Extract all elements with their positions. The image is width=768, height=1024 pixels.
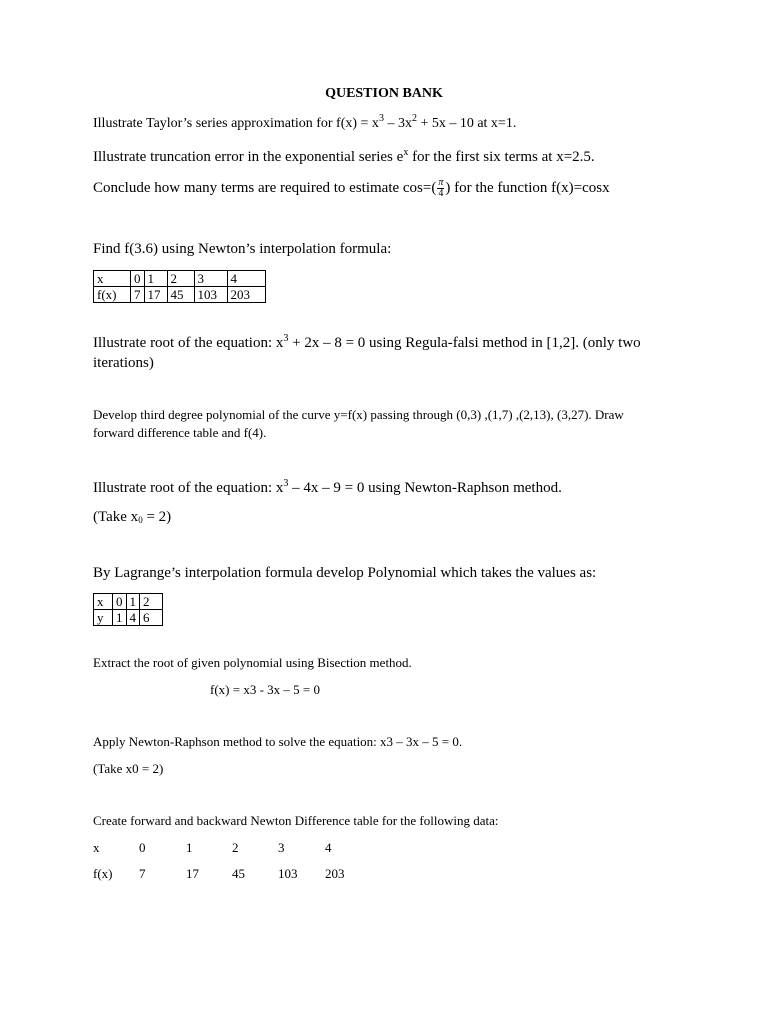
q6-text-line1: Develop third degree polynomial of the curve y=f(x) passing through (0,3) ,(1,7) ,(2,13), (3,27). Draw — [93, 407, 624, 422]
question-lagrange: By Lagrange’s interpolation formula develop Polynomial which takes the values as: — [93, 565, 597, 581]
table-row — [94, 287, 266, 303]
data-cell: 203 — [325, 866, 345, 881]
q1-text-b: – 3x — [383, 116, 412, 131]
table-row — [94, 610, 163, 626]
table-cell: 6 — [140, 610, 163, 626]
q3-text-a: Conclude how many terms are required to estimate cos=( — [93, 179, 437, 196]
question-newton-interpolation: Find f(3.6) using Newton’s interpolation formula: — [93, 241, 392, 257]
question-truncation-error — [93, 149, 595, 166]
table-cell: 4 — [126, 610, 140, 626]
data-cell: 2 — [232, 840, 239, 855]
question-taylor-series — [93, 113, 517, 132]
data-cell: 4 — [325, 840, 332, 855]
table-cell: 1 — [144, 271, 167, 287]
table-cell: 1 — [113, 610, 127, 626]
data-cell: 0 — [139, 840, 146, 855]
q5-text-line2: iterations) — [93, 355, 154, 371]
q1-exponent-1: 3 — [378, 113, 384, 124]
q2-text-b: for the first six terms at x=2.5. — [408, 149, 595, 165]
data-cell: 45 — [232, 866, 245, 881]
q7-text-a: Illustrate root of the equation: x — [93, 480, 284, 496]
q3-text-b: ) for the function f(x)=cosx — [445, 179, 610, 196]
bisection-formula: f(x) = x3 - 3x – 5 = 0 — [210, 682, 320, 697]
q5-exponent: 3 — [283, 333, 289, 344]
question-bisection: Extract the root of given polynomial using Bisection method. — [93, 655, 412, 670]
fraction-denominator: 4 — [438, 188, 444, 199]
table-cell: 0 — [113, 594, 127, 610]
newton-data-table — [93, 270, 266, 303]
table-cell: 7 — [131, 287, 145, 303]
q2-exponent: x — [403, 147, 409, 158]
question-newton-raphson-2: Apply Newton-Raphson method to solve the equation: x3 – 3x – 5 = 0. — [93, 734, 463, 749]
table-cell: 203 — [227, 287, 265, 303]
question-newton-raphson-1 — [93, 480, 562, 497]
page-title: QUESTION BANK — [325, 86, 443, 101]
table-cell: y — [94, 610, 113, 626]
table-cell: f(x) — [94, 287, 131, 303]
q7-take-b: = 2) — [142, 509, 172, 525]
q1-exponent-2: 2 — [411, 113, 417, 124]
q7-initial-guess — [93, 509, 171, 526]
question-difference-table: Create forward and backward Newton Difference table for the following data: — [93, 813, 499, 828]
q10-initial-guess: (Take x0 = 2) — [93, 761, 164, 776]
table-cell: x — [94, 271, 131, 287]
q1-text-a: Illustrate Taylor’s series approximation for f(x) = x — [93, 116, 379, 131]
table-row — [94, 271, 266, 287]
data-cell: 17 — [186, 866, 199, 881]
lagrange-data-table — [93, 593, 163, 626]
q7-text-b: – 4x – 9 = 0 using Newton-Raphson method. — [288, 480, 562, 496]
data-cell: 7 — [139, 866, 146, 881]
pi-over-four-fraction — [437, 178, 444, 199]
q7-subscript: 0 — [138, 515, 143, 525]
table-cell: 4 — [227, 271, 265, 287]
q7-exponent: 3 — [283, 478, 289, 489]
table-cell: 2 — [167, 271, 194, 287]
data-cell: 1 — [186, 840, 193, 855]
q7-take-a: (Take x — [93, 509, 139, 525]
fraction-numerator: π — [438, 177, 444, 188]
q6-text-line2: forward difference table and f(4). — [93, 425, 267, 440]
table-cell: 1 — [126, 594, 140, 610]
table-cell: 3 — [194, 271, 227, 287]
table-row — [94, 594, 163, 610]
table-cell: 103 — [194, 287, 227, 303]
data-cell: 103 — [278, 866, 298, 881]
q5-text-a: Illustrate root of the equation: x — [93, 335, 284, 351]
data-cell: f(x) — [93, 866, 113, 881]
question-cos-terms — [93, 178, 610, 199]
q5-text-b: + 2x – 8 = 0 using Regula-falsi method in [1,2]. (only two — [288, 335, 641, 351]
question-third-degree-polynomial — [93, 406, 624, 442]
table-cell: 2 — [140, 594, 163, 610]
data-cell: x — [93, 840, 100, 855]
table-cell: 0 — [131, 271, 145, 287]
table-cell: 45 — [167, 287, 194, 303]
table-cell: x — [94, 594, 113, 610]
q2-text-a: Illustrate truncation error in the exponential series e — [93, 149, 404, 165]
question-regula-falsi — [93, 333, 641, 373]
q1-text-c: + 5x – 10 at x=1. — [416, 116, 517, 131]
data-cell: 3 — [278, 840, 285, 855]
table-cell: 17 — [144, 287, 167, 303]
